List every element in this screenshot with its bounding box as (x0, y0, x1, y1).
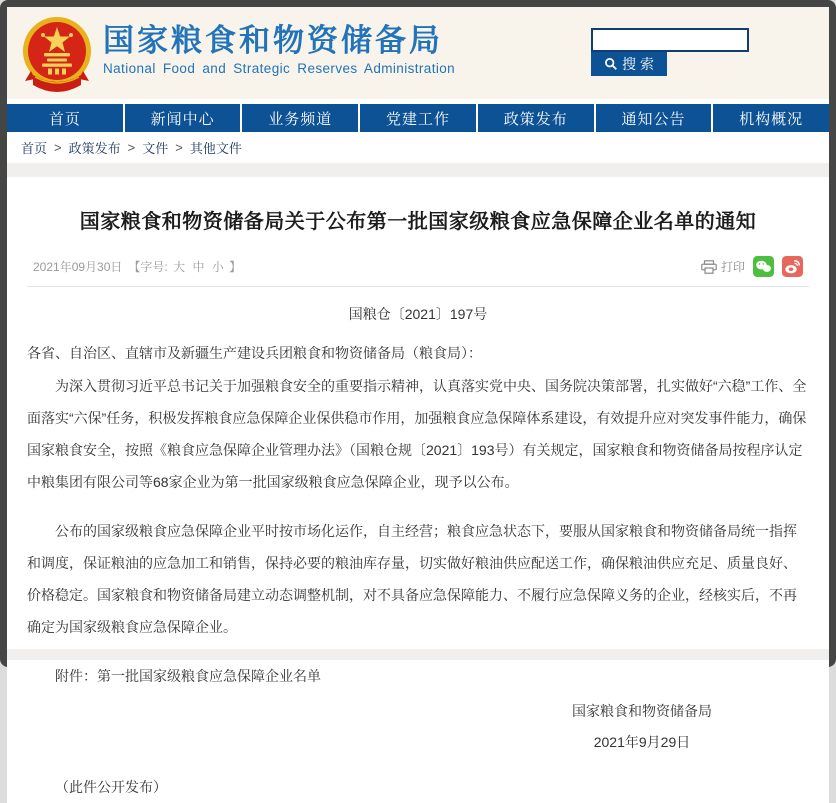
article-title: 国家粮食和物资储备局关于公布第一批国家级粮食应急保障企业名单的通知 (79, 211, 757, 233)
main-nav (7, 104, 829, 132)
nav-item-notices[interactable]: 通知公告 (596, 104, 714, 132)
paragraph-2: 公布的国家级粮食应急保障企业平时按市场化运作，自主经营；粮食应急状态下，要服从国家粮食和物资储备局统一指挥和调度，保证粮油的应急加工和销售，保持必要的粮油库存量，切实做好粮油供应配送工作，确保粮油供应充足、质量良好、价格稳定。国家粮食和物资储备局建立动态调整机制，对不具备应急保障能力、不履行应急保障义务的企业，经核实后，不再确定为国家级粮食应急保障企业。 (27, 523, 797, 635)
breadcrumb-home[interactable]: 首页 (21, 141, 48, 156)
site-title-english: National Food and Strategic Reserves Administration (103, 61, 456, 76)
weibo-share-icon[interactable] (782, 256, 803, 277)
signature-date: 2021年9月29日 (593, 734, 691, 750)
nav-item-policy-release[interactable]: 政策发布 (478, 104, 596, 132)
article-meta-right (701, 256, 803, 277)
search-area (591, 28, 751, 76)
article-meta-left (33, 258, 241, 275)
search-icon (604, 57, 618, 71)
paragraph-1: 为深入贯彻习近平总书记关于加强粮食安全的重要指示精神，认真落实党中央、国务院决策部署，扎实做好“六稳”工作、全面落实“六保”任务，积极发挥粮食应急保障企业保供稳市作用，加强粮食应急保障体系建设，有效提升应对突发事件能力，确保国家粮食安全，按照《粮食应急保障企业管理办法》（国粮仓规〔2021〕193号）有关规定，国家粮食和物资储备局按程序认定中粮集团有限公司等68家企业为第一批国家级粮食应急保障企业，现予以公布。 (27, 378, 807, 490)
search-button-label: 搜索 (622, 56, 658, 72)
nav-item-business-channel[interactable]: 业务频道 (242, 104, 360, 132)
site-header (7, 7, 829, 99)
article (7, 205, 829, 803)
site-brand (103, 24, 455, 76)
breadcrumb-other-documents[interactable]: 其他文件 (189, 141, 242, 156)
fontsize-small-button[interactable]: 小 (211, 260, 224, 274)
print-button[interactable] (701, 258, 745, 275)
addressee-line: 各省、自治区、直辖市及新疆生产建设兵团粮食和物资储备局（粮食局）： (27, 345, 482, 361)
breadcrumb-separator: > (175, 140, 183, 155)
fontsize-close: 】 (229, 260, 242, 274)
section-divider-band (7, 163, 829, 177)
fontsize-label (128, 258, 241, 275)
breadcrumb-separator: > (127, 140, 136, 155)
breadcrumb-policy-release[interactable]: 政策发布 (68, 141, 121, 156)
publish-date: 2021年09月30日 (33, 260, 123, 274)
document-number: 国粮仓〔2021〕197号 (348, 306, 488, 322)
nav-item-news-center[interactable]: 新闻中心 (125, 104, 243, 132)
attachment-line: 附件：第一批国家级粮食应急保障企业名单 (55, 668, 321, 684)
nav-item-home[interactable]: 首页 (7, 104, 125, 132)
footer-band (7, 649, 829, 660)
fontsize-open: 【字号: (128, 260, 168, 274)
site-title-chinese: 国家粮食和物资储备局 (103, 23, 443, 58)
fontsize-large-button[interactable]: 大 (173, 260, 186, 274)
nav-item-organization[interactable]: 机构概况 (739, 110, 804, 128)
public-release-note: （此件公开发布） (55, 779, 167, 795)
breadcrumb-documents[interactable]: 文件 (142, 141, 169, 156)
article-meta-row (27, 256, 809, 277)
fontsize-medium-button[interactable]: 中 (192, 260, 205, 274)
wechat-share-icon[interactable] (753, 256, 774, 277)
search-input[interactable] (591, 28, 749, 52)
breadcrumb-separator: > (54, 140, 62, 155)
signature-block (537, 696, 747, 758)
print-label: 打印 (720, 260, 745, 274)
meta-divider (27, 286, 809, 287)
signature-agency: 国家粮食和物资储备局 (572, 703, 712, 719)
search-button[interactable] (591, 52, 667, 76)
breadcrumb (7, 132, 829, 163)
nav-item-party-building[interactable]: 党建工作 (360, 104, 478, 132)
national-emblem-logo (21, 15, 93, 95)
printer-icon (701, 260, 717, 274)
